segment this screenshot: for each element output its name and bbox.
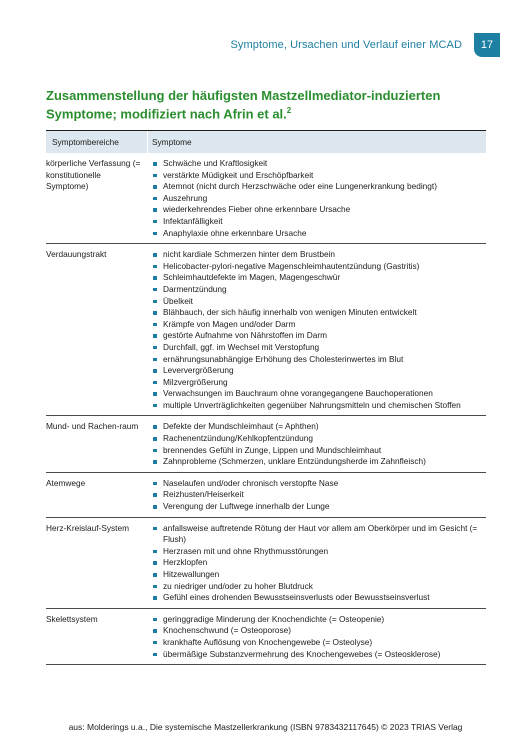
symptom-table [46, 130, 486, 665]
bullet-square-icon [153, 174, 157, 178]
list-item [153, 445, 486, 457]
table-row [46, 518, 486, 609]
symptom-text: Defekte der Mundschleimhaut (= Aphthen) [163, 421, 319, 432]
bullet-square-icon [153, 618, 157, 622]
column-header-category: Symptombereiche [52, 137, 119, 147]
row-category: Verdauungstrakt [46, 249, 107, 260]
symptom-text: übermäßige Substanzvermehrung des Knochengewebes (= Osteosklerose) [163, 648, 441, 659]
symptom-text: Reizhusten/Heiserkeit [163, 489, 244, 500]
bullet-square-icon [153, 265, 157, 269]
symptom-text: brennendes Gefühl in Zunge, Lippen und Mundschleimhaut [163, 444, 382, 455]
bullet-square-icon [153, 596, 157, 600]
symptom-text: verstärkte Müdigkeit und Erschöpfbarkeit [163, 169, 314, 180]
bullet-square-icon [153, 653, 157, 657]
column-header-symptoms: Symptome [147, 131, 486, 153]
footer-citation: aus: Molderings u.a., Die systemische Mastzellerkrankung (ISBN 9783432117645) © 2023 TRIAS Verlag [68, 722, 463, 732]
list-item [153, 400, 486, 412]
bullet-square-icon [153, 505, 157, 509]
bullet-square-icon [153, 449, 157, 453]
title-footnote-ref: 2 [286, 106, 292, 115]
symptom-text: Übelkeit [163, 295, 193, 306]
list-item [153, 228, 486, 240]
symptom-text: Verengung der Luftwege innerhalb der Lunge [163, 501, 330, 512]
row-category: Mund- und Rachen-raum [46, 421, 139, 432]
symptom-text: Helicobacter-pylori-negative Magenschleimhautentzündung (Gastritis) [163, 260, 420, 271]
bullet-square-icon [153, 585, 157, 589]
symptom-text: Herzklopfen [163, 557, 208, 568]
bullet-square-icon [153, 527, 157, 531]
symptom-text: ernährungsunabhängige Erhöhung des Cholesterinwertes im Blut [163, 353, 404, 364]
list-item [153, 342, 486, 354]
row-category: körperliche Verfassung (= konstitutionelle Symptome) [46, 158, 141, 192]
symptom-text: Knochenschwund (= Osteoporose) [163, 625, 291, 636]
list-item [153, 523, 486, 546]
page-header [230, 33, 500, 57]
list-item [153, 158, 486, 170]
section-title-text: Zusammenstellung der häufigsten Mastzellmediator-induzierten Symptome; modifiziert nach Afrin et al. [46, 88, 441, 122]
list-item [153, 388, 486, 400]
list-item [153, 261, 486, 273]
list-item [153, 456, 486, 468]
symptom-text: nicht kardiale Schmerzen hinter dem Brustbein [163, 249, 336, 260]
list-item [153, 478, 486, 490]
list-item [153, 433, 486, 445]
bullet-square-icon [153, 629, 157, 633]
list-item [153, 170, 486, 182]
symptom-text: krankhafte Auflösung von Knochengewebe (= Osteolyse) [163, 636, 373, 647]
symptom-list [147, 158, 486, 239]
symptom-text: Herzrasen mit und ohne Rhythmusstörungen [163, 545, 329, 556]
bullet-square-icon [153, 482, 157, 486]
bullet-square-icon [153, 162, 157, 166]
list-item [153, 365, 486, 377]
table-row [46, 473, 486, 518]
list-item [153, 614, 486, 626]
table-header [46, 130, 486, 153]
list-item [153, 581, 486, 593]
section-title [46, 88, 486, 121]
bullet-square-icon [153, 493, 157, 497]
symptom-text: Atemnot (nicht durch Herzschwäche oder eine Lungenerkrankung bedingt) [163, 181, 437, 192]
bullet-square-icon [153, 197, 157, 201]
symptom-text: gestörte Aufnahme von Nährstoffen im Darm [163, 330, 328, 341]
bullet-square-icon [153, 437, 157, 441]
list-item [153, 330, 486, 342]
row-category: Herz-Kreislauf-System [46, 522, 129, 533]
bullet-square-icon [153, 392, 157, 396]
row-category: Atemwege [46, 477, 86, 488]
table-row [46, 244, 486, 416]
bullet-square-icon [153, 232, 157, 236]
row-category: Skelettsystem [46, 613, 98, 624]
symptom-text: geringgradige Minderung der Knochendichte (= Osteopenie) [163, 613, 385, 624]
symptom-text: Darmentzündung [163, 283, 227, 294]
bullet-square-icon [153, 300, 157, 304]
running-header-title: Symptome, Ursachen und Verlauf einer MCAD [230, 39, 462, 51]
list-item [153, 637, 486, 649]
list-item [153, 354, 486, 366]
list-item [153, 181, 486, 193]
symptom-text: Anaphylaxie ohne erkennbare Ursache [163, 227, 307, 238]
symptom-text: zu niedriger und/oder zu hoher Blutdruck [163, 580, 313, 591]
symptom-text: wiederkehrendes Fieber ohne erkennbare Ursache [163, 204, 351, 215]
list-item [153, 377, 486, 389]
list-item [153, 204, 486, 216]
list-item [153, 592, 486, 604]
symptom-list [147, 249, 486, 411]
table-body [46, 153, 486, 665]
list-item [153, 307, 486, 319]
symptom-text: Leververgrößerung [163, 365, 234, 376]
symptom-text: Zahnprobleme (Schmerzen, unklare Entzündungsherde im Zahnfleisch) [163, 456, 426, 467]
symptom-text: Naselaufen und/oder chronisch verstopfte Nase [163, 477, 339, 488]
symptom-list [147, 614, 486, 660]
list-item [153, 272, 486, 284]
symptom-text: Schleimhautdefekte im Magen, Magengeschwür [163, 272, 341, 283]
bullet-square-icon [153, 425, 157, 429]
bullet-square-icon [153, 208, 157, 212]
symptom-text: Auszehrung [163, 192, 208, 203]
bullet-square-icon [153, 550, 157, 554]
bullet-square-icon [153, 358, 157, 362]
bullet-square-icon [153, 253, 157, 257]
symptom-list [147, 478, 486, 513]
list-item [153, 193, 486, 205]
bullet-square-icon [153, 323, 157, 327]
symptom-text: Infektanfälligkeit [163, 215, 223, 226]
list-item [153, 569, 486, 581]
symptom-text: Blähbauch, der sich häufig innerhalb von wenigen Minuten entwickelt [163, 307, 417, 318]
symptom-text: Hitzewallungen [163, 569, 220, 579]
list-item [153, 489, 486, 501]
table-row [46, 153, 486, 244]
symptom-text: Durchfall, ggf. im Wechsel mit Verstopfung [163, 341, 320, 352]
bullet-square-icon [153, 220, 157, 224]
symptom-text: Verwachsungen im Bauchraum ohne vorangegangene Bauchoperationen [163, 388, 433, 399]
bullet-square-icon [153, 311, 157, 315]
symptom-text: Milzvergrößerung [163, 376, 228, 387]
bullet-square-icon [153, 641, 157, 645]
symptom-text: Schwäche und Kraftlosigkeit [163, 158, 268, 168]
list-item [153, 649, 486, 661]
bullet-square-icon [153, 334, 157, 338]
bullet-square-icon [153, 185, 157, 189]
bullet-square-icon [153, 404, 157, 408]
list-item [153, 625, 486, 637]
table-row [46, 416, 486, 472]
symptom-list [147, 421, 486, 467]
bullet-square-icon [153, 276, 157, 280]
list-item [153, 249, 486, 261]
bullet-square-icon [153, 460, 157, 464]
list-item [153, 216, 486, 228]
list-item [153, 296, 486, 308]
list-item [153, 319, 486, 331]
list-item [153, 284, 486, 296]
symptom-list [147, 523, 486, 604]
symptom-text: Rachenentzündung/Kehlkopfentzündung [163, 433, 313, 444]
list-item [153, 421, 486, 433]
bullet-square-icon [153, 561, 157, 565]
symptom-text: Gefühl eines drohenden Bewusstseinsverlusts oder Bewusstseinsverlust [163, 592, 430, 603]
symptom-text: multiple Unverträglichkeiten gegenüber Nahrungsmitteln und chemischen Stoffen [163, 399, 461, 410]
table-row [46, 609, 486, 665]
symptom-text: anfallsweise auftretende Rötung der Haut vor allem am Oberkörper und im Gesicht (= Flush) [163, 522, 478, 545]
list-item [153, 557, 486, 569]
bullet-square-icon [153, 346, 157, 350]
bullet-square-icon [153, 573, 157, 577]
bullet-square-icon [153, 381, 157, 385]
list-item [153, 501, 486, 513]
list-item [153, 546, 486, 558]
bullet-square-icon [153, 369, 157, 373]
page-number: 17 [474, 33, 500, 57]
bullet-square-icon [153, 288, 157, 292]
symptom-text: Krämpfe von Magen und/oder Darm [163, 318, 296, 329]
